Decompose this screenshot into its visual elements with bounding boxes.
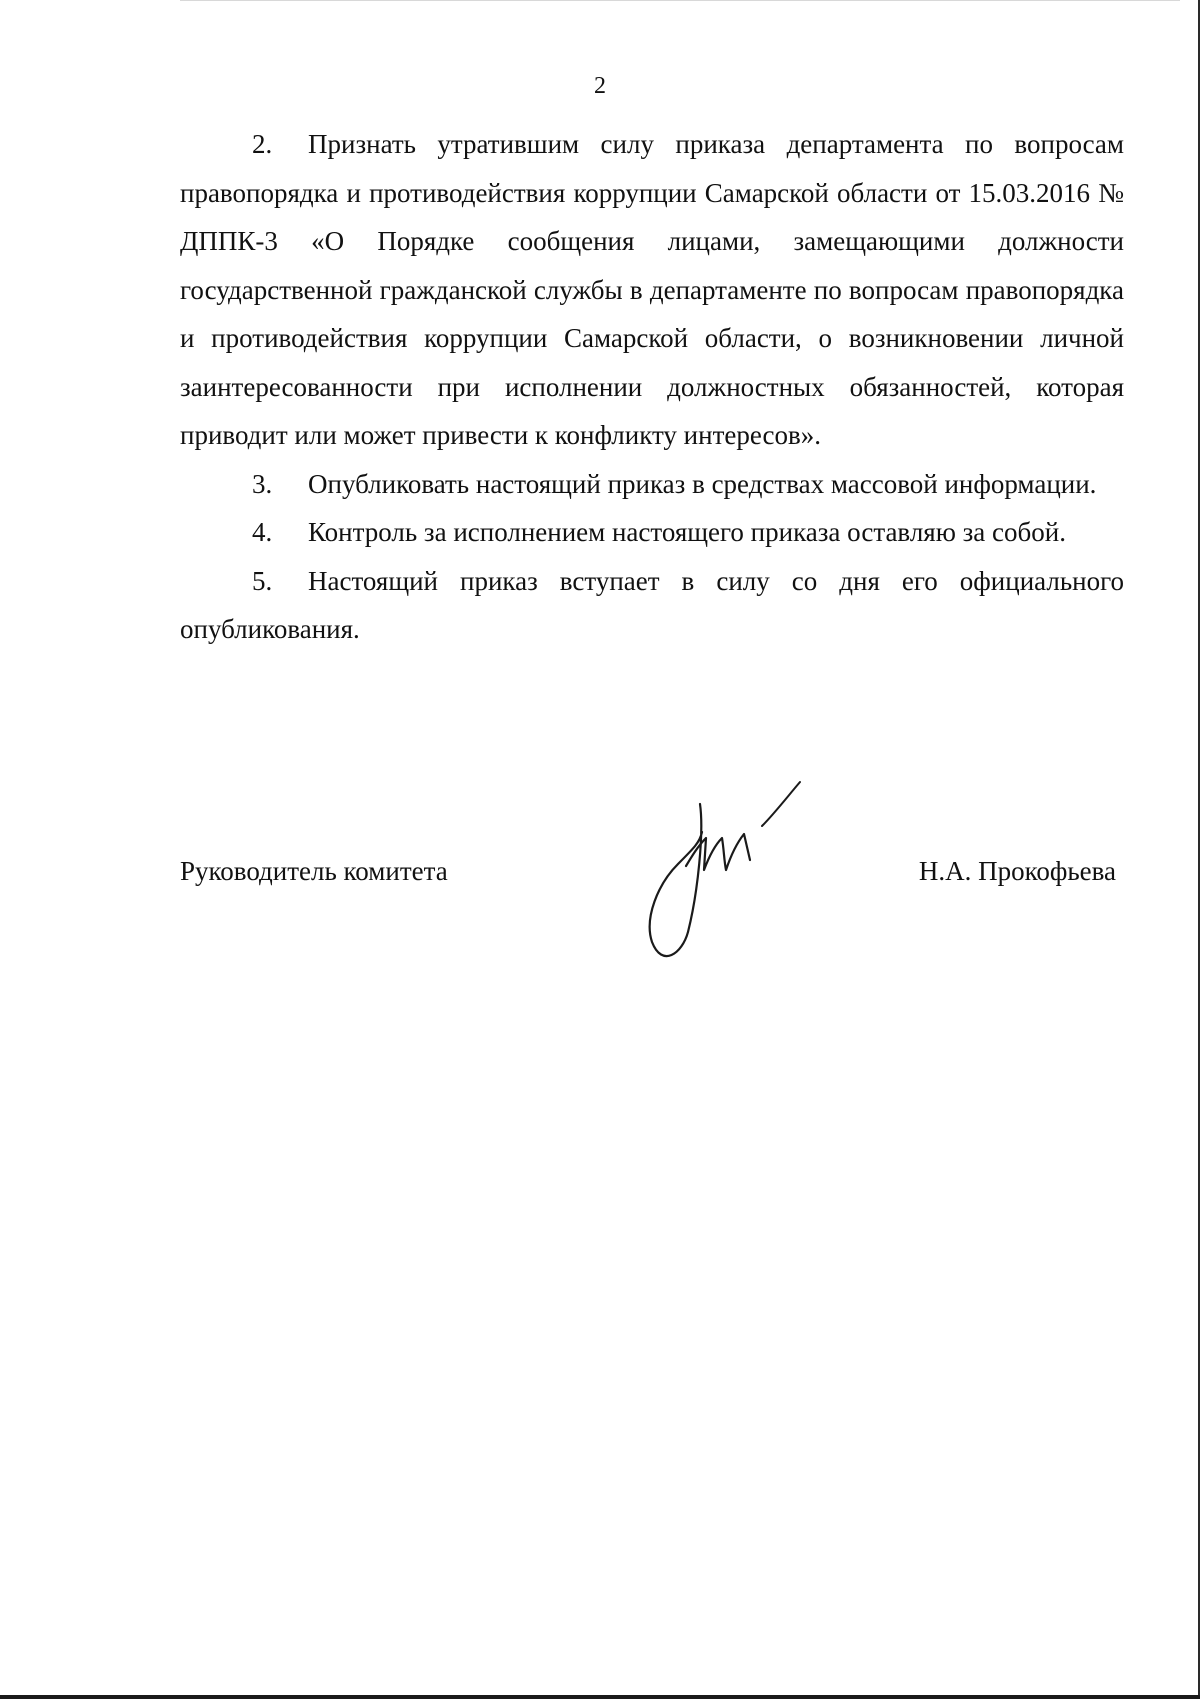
signatory-position: Руководитель комитета: [180, 856, 448, 886]
paragraph-5: [180, 557, 1124, 654]
paragraph-4: [180, 508, 1124, 557]
signature-main-stroke: [650, 804, 702, 956]
document-body: [180, 120, 1124, 654]
paragraph-number: 3.: [252, 468, 273, 499]
page-number: 2: [594, 73, 606, 99]
signature-tail-stroke: [762, 782, 800, 826]
paragraph-2: [180, 120, 1124, 460]
paragraph-text: Контроль за исполнением настоящего приказа оставляю за собой.: [308, 517, 1066, 547]
paragraph-number: 2.: [252, 129, 273, 159]
paragraph-number: 5.: [252, 565, 273, 596]
paragraph-3: [180, 460, 1124, 509]
paragraph-text: Настоящий приказ вступает в силу со дня его официального опубликования.: [180, 565, 1124, 644]
signature-loop-stroke: [686, 834, 750, 870]
paragraph-number: 4.: [252, 517, 273, 547]
paragraph-text: Признать утратившим силу приказа департамента по вопросам правопорядка и противодействия коррупции Самарской области от 15.03.2016 № ДППК-3 «О Порядке сообщения лицами, замещающими должности государственной гражданской службы в департаменте по вопросам правопорядка и противодействия коррупции Самарской области, о возникновении личной заинтересованности при исполнении должностных обязанностей, которая приводит или может привести к конфликту интересов».: [180, 129, 1124, 450]
handwritten-signature: [640, 772, 820, 972]
scan-edge-bottom: [0, 1695, 1200, 1699]
paragraph-text: Опубликовать настоящий приказ в средствах массовой информации.: [308, 468, 1097, 499]
scan-edge-top: [180, 0, 1180, 1]
signatory-name: Н.А. Прокофьева: [918, 856, 1116, 886]
